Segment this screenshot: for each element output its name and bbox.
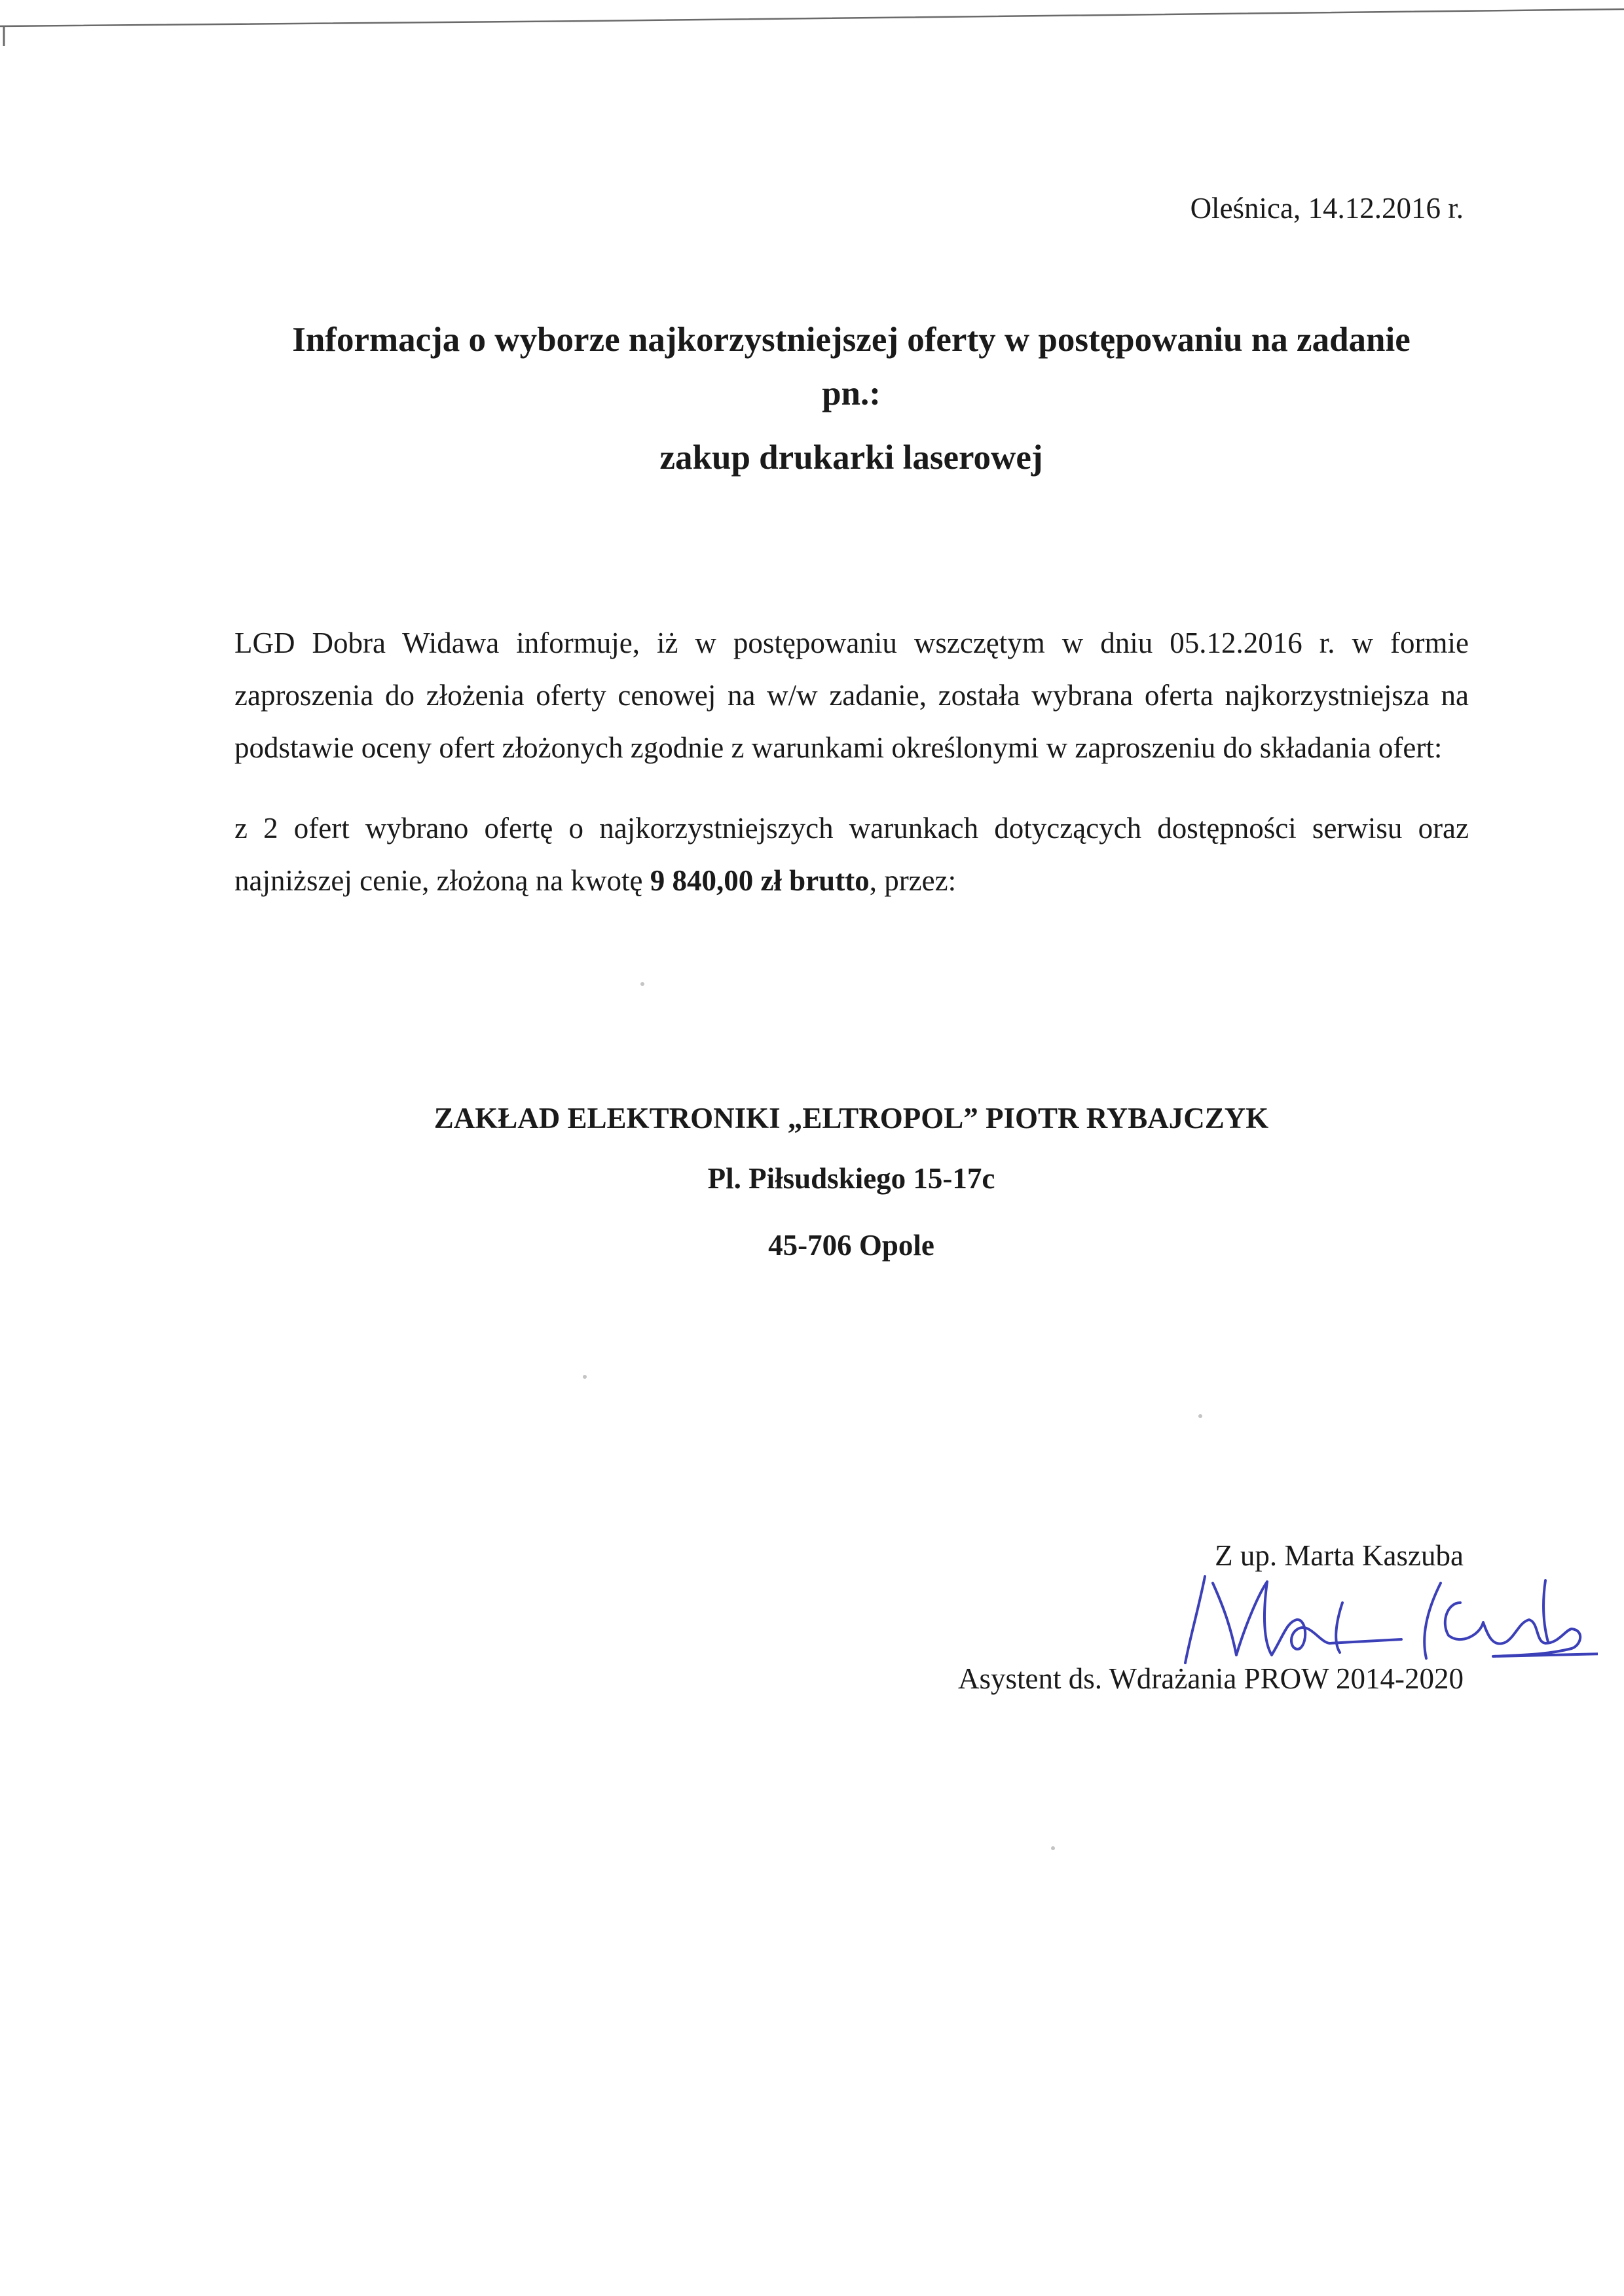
procurement-subject: zakup drukarki laserowej	[659, 439, 1043, 477]
document-heading	[216, 313, 1486, 420]
contractor-city: 45-706 Opole	[768, 1229, 934, 1262]
offer-amount: 9 840,00 zł brutto	[650, 864, 870, 897]
signatory-role: Asystent ds. Wdrażania PROW 2014-2020	[958, 1662, 1464, 1695]
scan-speck	[640, 982, 644, 986]
place-and-date: Oleśnica, 14.12.2016 r.	[1190, 192, 1464, 225]
paragraph-selection	[234, 802, 1469, 907]
paragraph-selection-tail: , przez:	[869, 864, 957, 897]
scan-speck	[1198, 1414, 1202, 1418]
heading-line-2: pn.:	[822, 374, 881, 412]
paragraph-selection-text: z 2 ofert wybrano ofertę o najkorzystniejszych warunkach dotyczących dostępności serwisu oraz najniższej cenie, złożoną na kwotę	[234, 812, 1469, 897]
paragraph-announcement: LGD Dobra Widawa informuje, iż w postępowaniu wszczętym w dniu 05.12.2016 r. w formie zaproszenia do złożenia oferty cenowej na w/w zadanie, została wybrana oferta najkorzystniejsza na podstawie oceny ofert złożonych zgodnie z warunkami określonymi w zaproszeniu do składania ofert:	[234, 627, 1469, 764]
contractor-street: Pl. Piłsudskiego 15-17c	[707, 1162, 995, 1195]
handwritten-signature	[1153, 1557, 1598, 1675]
heading-line-1: Informacja o wyborze najkorzystniejszej oferty w postępowaniu na zadanie	[292, 321, 1411, 359]
scan-speck	[583, 1375, 587, 1379]
scan-speck	[1051, 1846, 1055, 1850]
contractor-name: ZAKŁAD ELEKTRONIKI „ELTROPOL” PIOTR RYBAJCZYK	[434, 1102, 1269, 1135]
signatory-name: Z up. Marta Kaszuba	[1215, 1539, 1464, 1572]
